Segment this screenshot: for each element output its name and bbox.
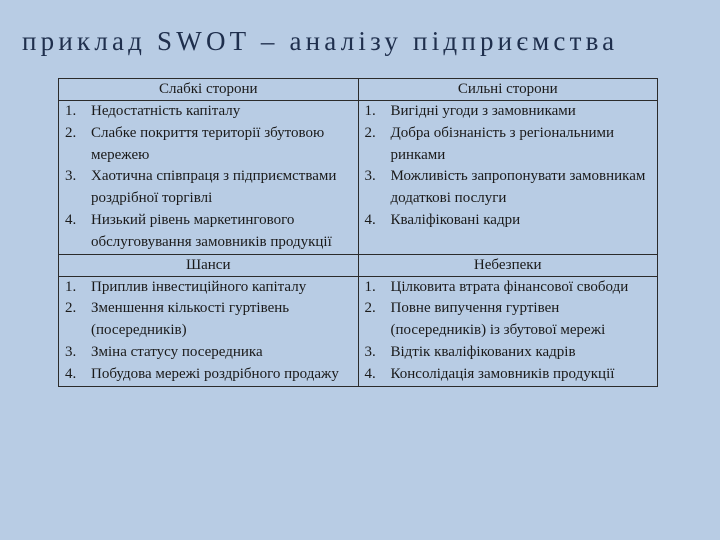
swot-table (58, 78, 658, 387)
list-item: 2. Повне випучення гуртівен (посередників) із збутової мережі (364, 300, 606, 339)
list-item: 2. Добра обізнаність з регіональними ринками (364, 124, 615, 163)
list-item: 1. Приплив інвестиційного капіталу (65, 278, 307, 295)
opportunities-list (59, 277, 358, 386)
list-item: 1. Недостатність капіталу (65, 103, 241, 119)
threats-header: Небезпеки (358, 254, 658, 276)
list-item: 1. Цілковита втрата фінансової свободи (364, 278, 629, 295)
weaknesses-cell (59, 101, 359, 255)
list-item: 4. Консолідація замовників продукції (364, 365, 615, 382)
opportunities-header: Шанси (59, 254, 359, 276)
threats-cell (358, 276, 658, 386)
list-item: 4. Кваліфіковані кадри (364, 211, 521, 228)
weaknesses-list (59, 101, 358, 254)
strengths-header: Сильні сторони (358, 79, 658, 101)
list-item: 3. Зміна статусу посередника (65, 343, 263, 360)
opportunities-cell (59, 276, 359, 386)
weaknesses-header: Слабкі сторони (59, 79, 359, 101)
list-item: 2. Зменшення кількості гуртівень (посередників) (65, 300, 290, 339)
list-item: 3. Хаотична співпраця з підприємствами роздрібної торгівлі (65, 168, 337, 207)
list-item: 3. Можливість запропонувати замовникам додаткові послуги (364, 168, 646, 207)
list-item: 4. Побудова мережі роздрібного продажу (65, 365, 339, 382)
threats-list (359, 277, 658, 386)
list-item: 2. Слабке покриття території збутовою мережею (65, 124, 325, 163)
strengths-cell (358, 101, 658, 255)
slide-title: приклад SWOT – аналізу підприємства (22, 26, 619, 56)
strengths-list (359, 101, 658, 232)
list-item: 4. Низький рівень маркетингового обслуговування замовників продукції (65, 211, 332, 250)
list-item: 3. Відтік кваліфікованих кадрів (364, 343, 576, 360)
list-item: 1. Вигідні угоди з замовниками (364, 103, 576, 119)
